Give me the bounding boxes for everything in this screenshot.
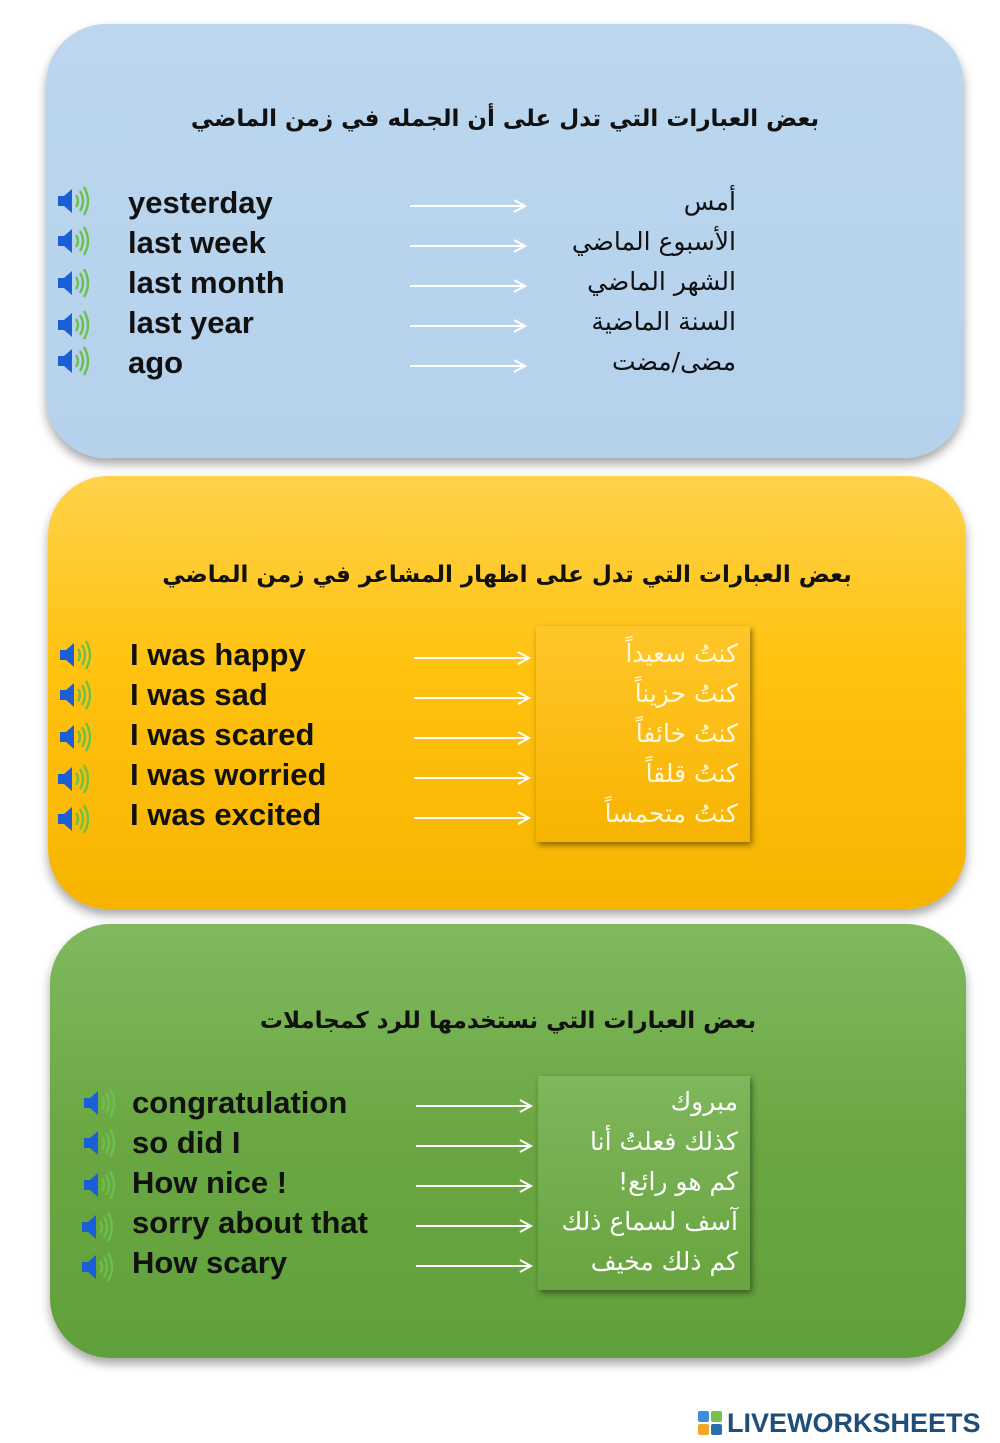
arabic-translation: كم هو رائع!	[618, 1167, 738, 1196]
list-item	[48, 676, 966, 716]
english-phrase: I was scared	[130, 717, 315, 752]
list-item	[46, 224, 964, 264]
list-item	[48, 756, 966, 796]
section-heading: بعض العبارات التي نستخدمها للرد كمجاملات	[259, 1008, 757, 1034]
speaker-icon[interactable]	[54, 266, 94, 300]
speaker-icon[interactable]	[54, 224, 94, 258]
list-item	[46, 264, 964, 304]
right-arrow-icon	[416, 1258, 534, 1274]
arabic-translation: كم ذلك مخيف	[590, 1247, 738, 1276]
speaker-icon[interactable]	[54, 802, 94, 836]
arabic-translation: آسف لسماع ذلك	[561, 1207, 738, 1236]
right-arrow-icon	[410, 318, 528, 334]
brand-name: LIVEWORKSHEETS	[727, 1407, 981, 1438]
speaker-icon[interactable]	[78, 1250, 118, 1284]
right-arrow-icon	[416, 1178, 534, 1194]
arabic-translation: كنتُ قلقاً	[645, 759, 738, 788]
arabic-translation: مضى/مضت	[612, 347, 736, 376]
english-phrase: How scary	[132, 1245, 288, 1280]
arabic-translation: الأسبوع الماضي	[571, 227, 736, 256]
speaker-icon[interactable]	[80, 1086, 120, 1120]
arabic-translation: السنة الماضية	[591, 307, 736, 336]
english-phrase: congratulation	[132, 1085, 348, 1120]
feelings-expressions-card	[48, 476, 966, 909]
arabic-translation: الشهر الماضي	[587, 267, 736, 296]
right-arrow-icon	[416, 1218, 534, 1234]
speaker-icon[interactable]	[54, 762, 94, 796]
speaker-icon[interactable]	[54, 184, 94, 218]
english-phrase: last year	[128, 305, 254, 340]
right-arrow-icon	[410, 278, 528, 294]
list-item	[46, 184, 964, 224]
right-arrow-icon	[416, 1138, 534, 1154]
past-time-expressions-card	[46, 24, 964, 458]
right-arrow-icon	[414, 770, 532, 786]
english-phrase: ago	[128, 345, 184, 380]
right-arrow-icon	[410, 238, 528, 254]
english-phrase: I was excited	[130, 797, 322, 832]
english-phrase: yesterday	[128, 185, 273, 220]
liveworksheets-logo	[697, 1408, 981, 1438]
speaker-icon[interactable]	[80, 1126, 120, 1160]
arabic-translation: كنتُ متحمساً	[604, 799, 738, 828]
compliment-responses-card	[50, 924, 966, 1358]
speaker-icon[interactable]	[54, 308, 94, 342]
speaker-icon[interactable]	[78, 1210, 118, 1244]
right-arrow-icon	[410, 358, 528, 374]
english-phrase: I was sad	[130, 677, 268, 712]
section-heading: بعض العبارات التي تدل على اظهار المشاعر في زمن الماضي	[162, 562, 852, 588]
right-arrow-icon	[414, 650, 532, 666]
right-arrow-icon	[416, 1098, 534, 1114]
right-arrow-icon	[410, 198, 528, 214]
english-phrase: I was worried	[130, 757, 327, 792]
right-arrow-icon	[414, 690, 532, 706]
list-item	[46, 304, 964, 344]
english-phrase: I was happy	[130, 637, 306, 672]
english-phrase: sorry about that	[132, 1205, 368, 1240]
right-arrow-icon	[414, 730, 532, 746]
list-item	[46, 344, 964, 384]
english-phrase: so did I	[132, 1125, 241, 1160]
list-item	[50, 1164, 966, 1204]
speaker-icon[interactable]	[80, 1168, 120, 1202]
list-item	[50, 1204, 966, 1244]
arabic-translation: مبروك	[670, 1087, 738, 1116]
english-phrase: last month	[128, 265, 285, 300]
list-item	[48, 796, 966, 836]
list-item	[50, 1124, 966, 1164]
english-phrase: last week	[128, 225, 266, 260]
liveworksheets-logo-icon	[697, 1410, 723, 1436]
right-arrow-icon	[414, 810, 532, 826]
english-phrase: How nice !	[132, 1165, 288, 1200]
section-heading: بعض العبارات التي تدل على أن الجمله في زمن الماضي	[190, 106, 820, 132]
arabic-translation: كنتُ حزيناً	[634, 679, 738, 708]
speaker-icon[interactable]	[54, 344, 94, 378]
speaker-icon[interactable]	[56, 678, 96, 712]
list-item	[50, 1244, 966, 1284]
arabic-translation: كنتُ سعيداً	[625, 639, 738, 668]
list-item	[48, 716, 966, 756]
arabic-translation: أمس	[683, 187, 736, 216]
arabic-translation: كذلك فعلتُ أنا	[590, 1127, 738, 1156]
speaker-icon[interactable]	[56, 638, 96, 672]
list-item	[50, 1084, 966, 1124]
arabic-translation: كنتُ خائفاً	[635, 719, 738, 748]
list-item	[48, 636, 966, 676]
speaker-icon[interactable]	[56, 720, 96, 754]
